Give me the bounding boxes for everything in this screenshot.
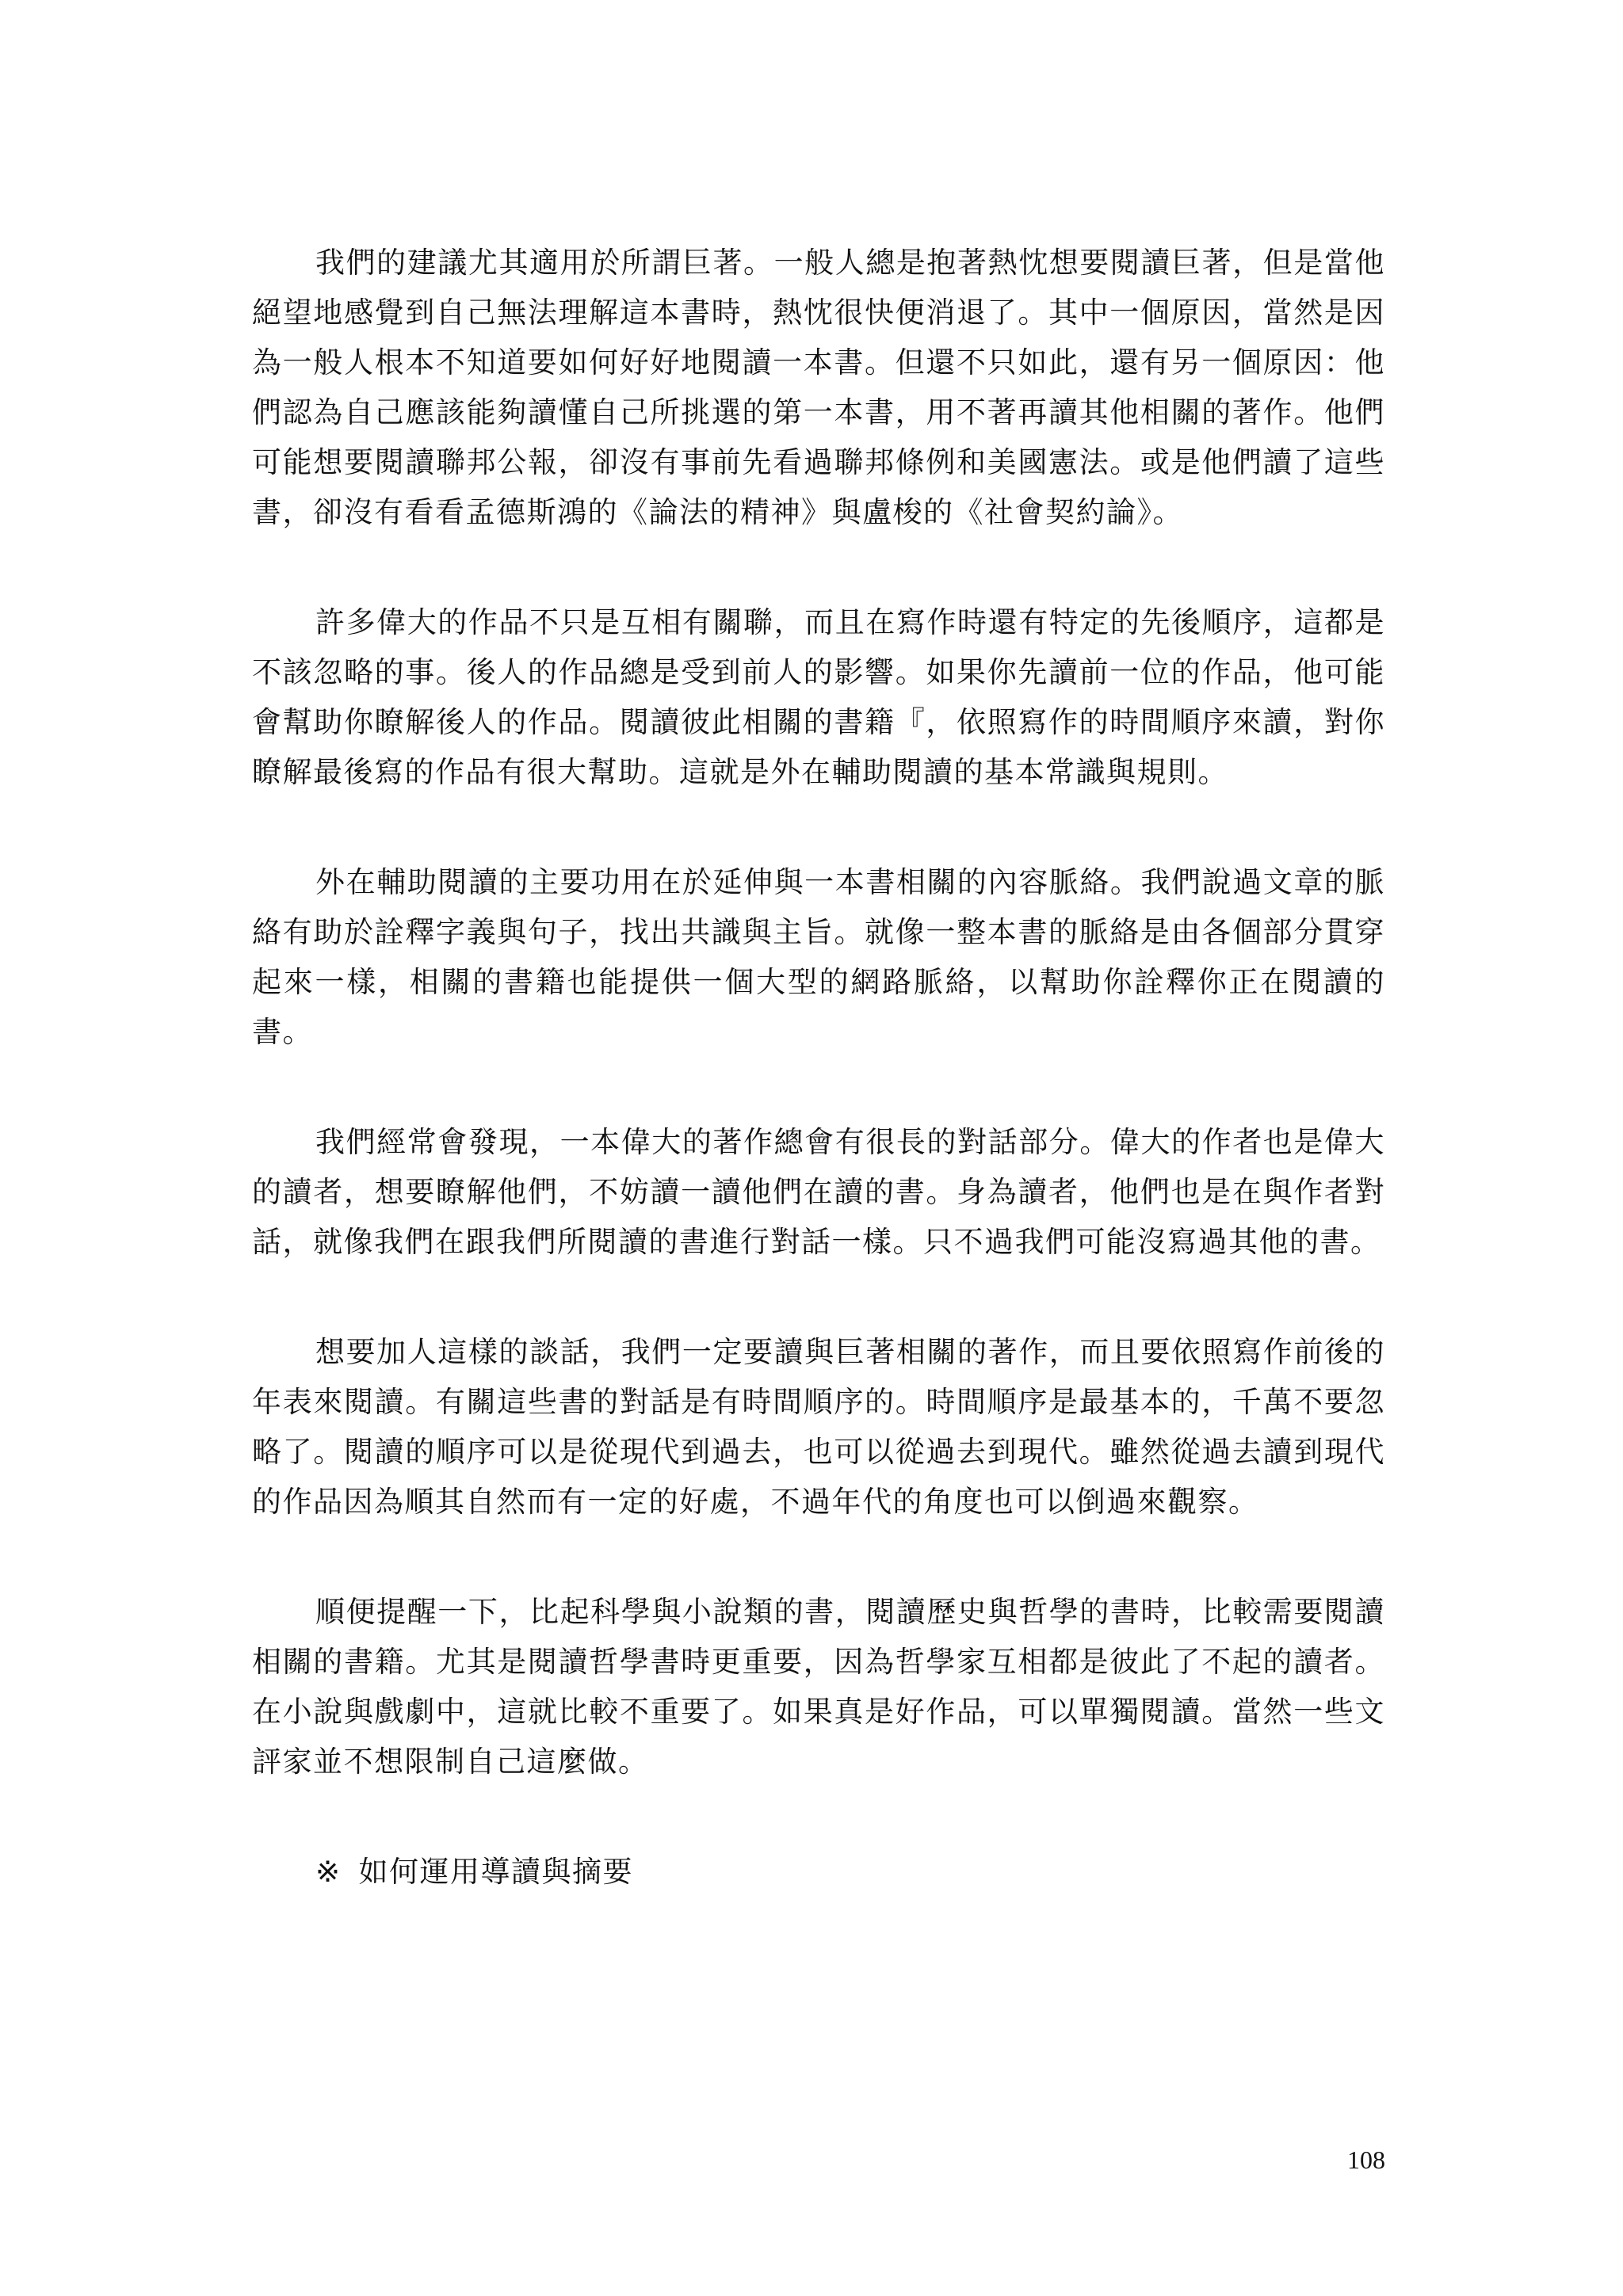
reference-mark-icon: ※ bbox=[315, 1855, 342, 1889]
paragraph: 我們的建議尤其適用於所謂巨著。一般人總是抱著熱忱想要閱讀巨著，但是當他絕望地感覺到自己無法理解這本書時，熱忱很快便消退了。其中一個原因，當然是因為一般人根本不知道要如何好好地閱讀一本書。但還不只如此，還有另一個原因：他們認為自己應該能夠讀懂自己所挑選的第一本書，用不著再讀其他相關的著作。他們可能想要閱讀聯邦公報，卻沒有事前先看過聯邦條例和美國憲法。或是他們讀了這些書，卻沒有看看孟德斯鴻的《論法的精神》與盧梭的《社會契約論》。 bbox=[252, 246, 1385, 529]
paragraph: 想要加人這樣的談話，我們一定要讀與巨著相關的著作，而且要依照寫作前後的年表來閱讀。有關這些書的對話是有時間順序的。時間順序是最基本的，千萬不要忽略了。閱讀的順序可以是從現代到過去，也可以從過去到現代。雖然從過去讀到現代的作品因為順其自然而有一定的好處，不過年代的角度也可以倒過來觀察。 bbox=[252, 1335, 1385, 1519]
paragraph: 順便提醒一下，比起科學與小說類的書，閱讀歷史與哲學的書時，比較需要閱讀相關的書籍。尤其是閱讀哲學書時更重要，因為哲學家互相都是彼此了不起的讀者。在小說與戲劇中，這就比較不重要了。如果真是好作品，可以單獨閱讀。當然一些文評家並不想限制自己這麼做。 bbox=[252, 1595, 1385, 1779]
paragraph: 外在輔助閱讀的主要功用在於延伸與一本書相關的內容脈絡。我們說過文章的脈絡有助於詮釋字義與句子，找出共識與主旨。就像一整本書的脈絡是由各個部分貫穿起來一樣，相關的書籍也能提供一個大型的網路脈絡，以幫助你詮釋你正在閱讀的書。 bbox=[252, 865, 1385, 1049]
page-number: 108 bbox=[1347, 2145, 1385, 2174]
section-heading-text: 如何運用導讀與摘要 bbox=[358, 1855, 634, 1889]
section-heading bbox=[252, 1847, 1385, 1897]
body-text bbox=[252, 238, 1385, 1897]
paragraph: 我們經常會發現，一本偉大的著作總會有很長的對話部分。偉大的作者也是偉大的讀者，想要瞭解他們，不妨讀一讀他們在讀的書。身為讀者，他們也是在與作者對話，就像我們在跟我們所閱讀的書進行對話一樣。只不過我們可能沒寫過其他的書。 bbox=[252, 1125, 1385, 1259]
paragraph: 許多偉大的作品不只是互相有關聯，而且在寫作時還有特定的先後順序，這都是不該忽略的事。後人的作品總是受到前人的影響。如果你先讀前一位的作品，他可能會幫助你瞭解後人的作品。閱讀彼此相關的書籍『，依照寫作的時間順序來讀，對你瞭解最後寫的作品有很大幫助。這就是外在輔助閱讀的基本常識與規則。 bbox=[252, 605, 1385, 789]
